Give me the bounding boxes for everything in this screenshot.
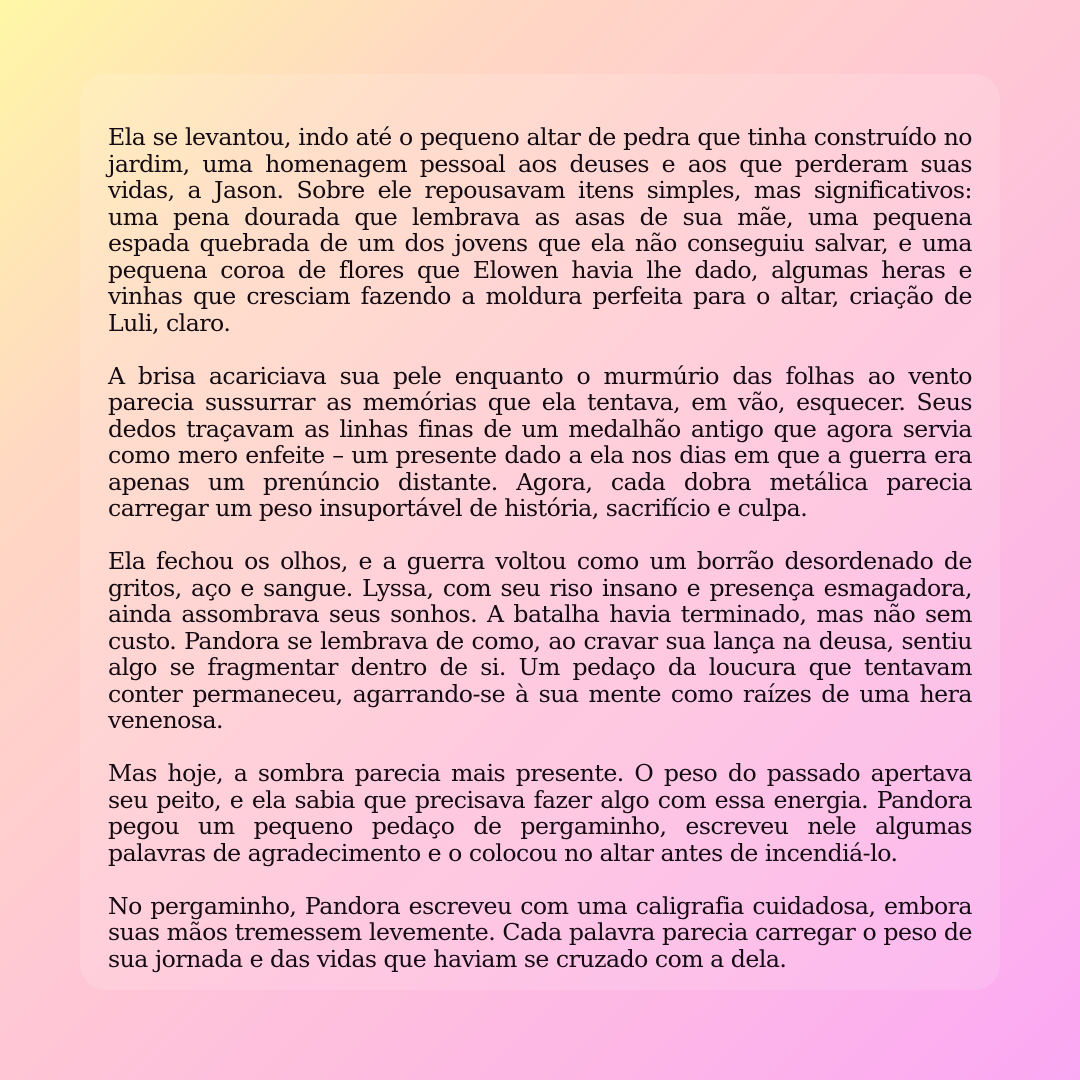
paragraph-2: A brisa acariciava sua pele enquanto o murmúrio das folhas ao vento parecia sussurrar as memórias que ela tentava, em vão, esquecer. Seus dedos traçavam as linhas finas de um medalhão antigo que agora servia como mero enfeite – um presente dado a ela nos dias em que a guerra era apenas um prenúncio distante. Agora, cada dobra metálica parecia carregar um peso insuportável de história, sacrifício e culpa. [108,361,972,522]
story-text [108,124,972,972]
paragraph-4: Mas hoje, a sombra parecia mais presente. O peso do passado apertava seu peito, e ela sabia que precisava fazer algo com essa energia. Pandora pegou um pequeno pedaço de pergaminho, escreveu nele algumas palavras de agradecimento e o colocou no altar antes de incendiá-lo. [108,759,972,867]
paragraph-5: No pergaminho, Pandora escreveu com uma caligrafia cuidadosa, embora suas mãos tremessem levemente. Cada palavra parecia carregar o peso de sua jornada e das vidas que haviam se cruzado com a dela. [108,891,972,973]
paragraph-1: Ela se levantou, indo até o pequeno altar de pedra que tinha construído no jardim, uma homenagem pessoal aos deuses e aos que perderam suas vidas, a Jason. Sobre ele repousavam itens simples, mas significativos: uma pena dourada que lembrava as asas de sua mãe, uma pequena espada quebrada de um dos jovens que ela não conseguiu salvar, e uma pequena coroa de flores que Elowen havia lhe dado, algumas heras e vinhas que cresciam fazendo a moldura perfeita para o altar, criação de Luli, claro. [108,123,972,337]
paragraph-3: Ela fechou os olhos, e a guerra voltou como um borrão desordenado de gritos, aço e sangue. Lyssa, com seu riso insano e presença esmagadora, ainda assombrava seus sonhos. A batalha havia terminado, mas não sem custo. Pandora se lembrava de como, ao cravar sua lança na deusa, sentiu algo se fragmentar dentro de si. Um pedaço da loucura que tentavam conter permaneceu, agarrando-se à sua mente como raízes de uma hera venenosa. [108,547,972,734]
text-card [80,74,1000,990]
